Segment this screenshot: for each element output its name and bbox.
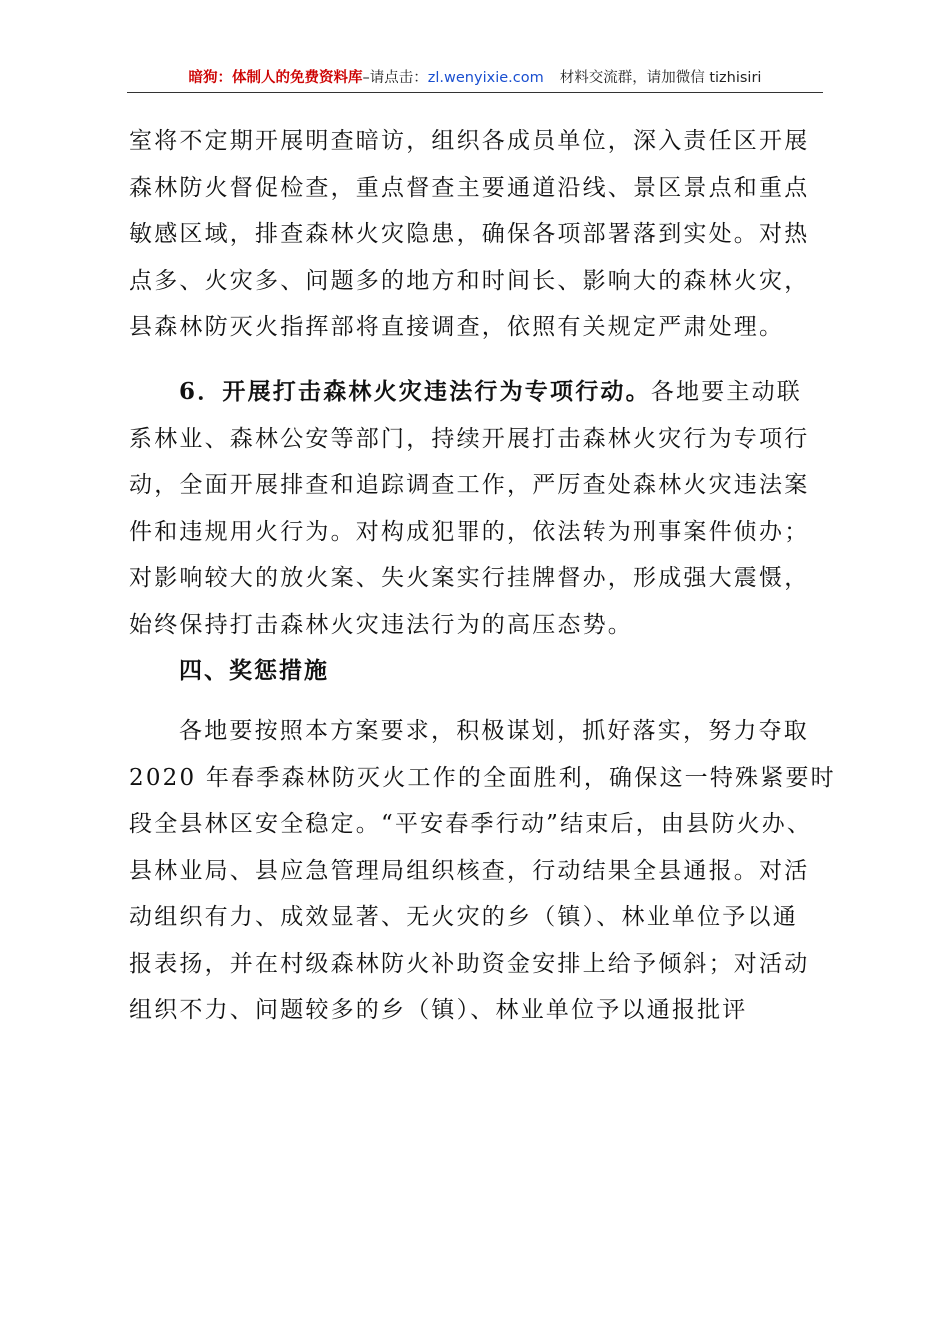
text-line: 室将不定期开展明查暗访，组织各成员单位，深入责任区开展 bbox=[129, 128, 810, 154]
text-line: 县森林防灭火指挥部将直接调查，依照有关规定严肃处理。 bbox=[129, 314, 785, 340]
header-prompt: –请点击： bbox=[362, 70, 428, 86]
text-line: 敏感区域，排查森林火灾隐患，确保各项部署落到实处。对热 bbox=[129, 221, 810, 247]
text-line: 组织不力、问题较多的乡（镇）、林业单位予以通报批评 bbox=[129, 997, 748, 1023]
text-line: 森林防火督促检查，重点督查主要通道沿线、景区景点和重点 bbox=[129, 174, 810, 201]
text-line: 段全县林区安全稳定。“平安春季行动”结束后，由县防火办、 bbox=[129, 811, 813, 837]
text-line: 县林业局、县应急管理局组织核查，行动结果全县通报。对活 bbox=[129, 857, 810, 884]
text-line: 动组织有力、成效显著、无火灾的乡（镇）、林业单位予以通 bbox=[129, 904, 798, 930]
header-url-link[interactable]: zl.wenyixie.com bbox=[427, 70, 544, 86]
text-line: 系林业、森林公安等部门，持续开展打击森林火灾行为专项行 bbox=[129, 425, 810, 452]
text-line: 各地要按照本方案要求，积极谋划，抓好落实，努力夺取 bbox=[179, 718, 809, 744]
header-divider bbox=[127, 92, 823, 93]
paragraph-inspection bbox=[129, 118, 823, 351]
text-line: 对影响较大的放火案、失火案实行挂牌督办，形成强大震慑， bbox=[129, 565, 810, 591]
text-line bbox=[129, 369, 823, 416]
section-heading: 四、奖惩措施 bbox=[179, 658, 329, 684]
header-brand: 暗狗：体制人的免费资料库 bbox=[188, 70, 363, 86]
item-6-text-start: 各地要主动联 bbox=[650, 379, 803, 405]
text-line: 点多、火灾多、问题多的地方和时间长、影响大的森林火灾， bbox=[129, 267, 810, 294]
text-line: 报表扬，并在村级森林防火补助资金安排上给予倾斜；对活动 bbox=[129, 950, 810, 977]
text-line: 2020 年春季森林防灭火工作的全面胜利，确保这一特殊紧要时 bbox=[129, 764, 836, 791]
paragraph-rewards bbox=[129, 708, 836, 1034]
header-contact: 材料交流群，请加微信 tizhisiri bbox=[559, 70, 762, 86]
page-header bbox=[127, 66, 823, 90]
item-6-title: 6．开展打击森林火灾违法行为专项行动。 bbox=[179, 378, 651, 405]
text-line: 始终保持打击森林火灾违法行为的高压态势。 bbox=[129, 611, 633, 638]
paragraph-special-action bbox=[129, 369, 823, 648]
text-line: 动，全面开展排查和追踪调查工作，严厉查处森林火灾违法案 bbox=[129, 472, 810, 498]
text-line: 件和违规用火行为。对构成犯罪的，依法转为刑事案件侦办； bbox=[129, 518, 810, 545]
